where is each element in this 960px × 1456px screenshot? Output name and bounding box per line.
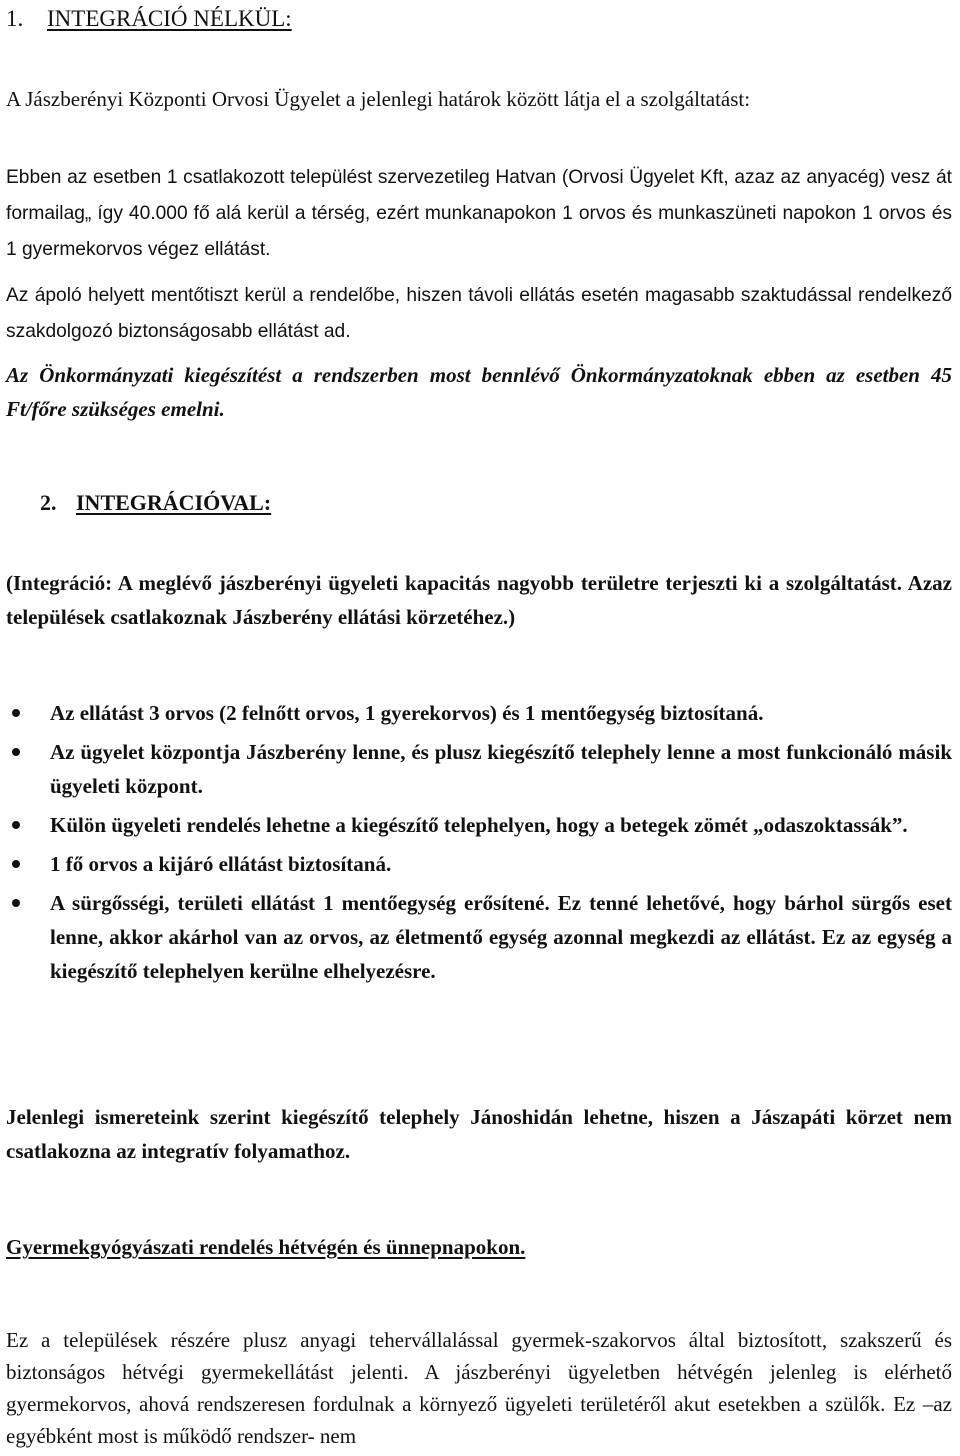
bullet-text: Az ügyelet központja Jászberény lenne, és plusz kiegészítő telephely lenne a most funkcionáló másik ügyeleti központ. (50, 740, 952, 798)
bullet-icon (12, 860, 20, 868)
section-1-paragraph-2: Az ápoló helyett mentőtiszt kerül a rendelőbe, hiszen távoli ellátás esetén magasabb szaktudással rendelkező szakdolgozó biztonságosabb ellátást ad. (6, 285, 952, 342)
section-1-title: INTEGRÁCIÓ NÉLKÜL: (47, 6, 292, 31)
bullet-text: 1 fő orvos a kijáró ellátást biztosítaná. (50, 852, 392, 876)
bullet-item (6, 696, 952, 730)
section-2-closing: Jelenlegi ismereteink szerint kiegészítő telephely Jánoshidán lehetne, hiszen a Jászapáti körzet nem csatlakozna az integratív folyamathoz. (6, 1105, 952, 1163)
section-3-title: Gyermekgyógyászati rendelés hétvégén és ünnepnapokon. (6, 1235, 526, 1259)
bullet-item (6, 735, 952, 803)
section-1-paragraph-1: Ebben az esetben 1 csatlakozott települést szervezetileg Hatvan (Orvosi Ügyelet Kft, azaz az anyacég) vesz át formailag„ így 40.000 fő alá kerül a térség, ezért munkanapokon 1 orvos és munkaszüneti napokon 1 orvos és 1 gyermekorvos végez ellátást. (6, 167, 952, 260)
section-2-number: 2. (40, 490, 57, 515)
section-1-paragraph-3: Az Önkormányzati kiegészítést a rendszerben most bennlévő Önkormányzatoknak ebben az esetben 45 Ft/főre szükséges emelni. (6, 363, 952, 421)
section-2-heading (40, 488, 271, 518)
bullet-text: A sürgősségi, területi ellátást 1 mentőegység erősítené. Ez tenné lehetővé, hogy bárhol sürgős eset lenne, akkor akárhol van az orvos, az életmentő egység azonnal megkezdi az ellátást. Ez az egység a kiegészítő telephelyen kerülne elhelyezésre. (50, 891, 952, 983)
bullet-item (6, 886, 952, 988)
section-2-title: INTEGRÁCIÓVAL: (76, 490, 272, 515)
integration-bullet-list (6, 696, 952, 993)
bullet-icon (12, 821, 20, 829)
bullet-item (6, 808, 952, 842)
bullet-icon (12, 709, 20, 717)
section-3-paragraph: Ez a települések részére plusz anyagi tehervállalással gyermek-szakorvos által biztosított, szakszerű és biztonságos hétvégi gyermekellátást jelenti. A jászberényi ügyeletben hétvégén jelenleg is elérhető gyermekorvos, ahová rendszeresen fordulnak a környező ügyeleti területéről akut esetekben a szülők. Ez –az egyébként most is működő rendszer- nem (6, 1328, 952, 1448)
section-1-number: 1. (6, 6, 24, 31)
bullet-icon (12, 748, 20, 756)
section-3-heading (6, 1232, 525, 1262)
bullet-text: Külön ügyeleti rendelés lehetne a kiegészítő telephelyen, hogy a betegek zömét „odaszoktassák”. (50, 813, 908, 837)
section-1-heading (6, 4, 292, 34)
bullet-text: Az ellátást 3 orvos (2 felnőtt orvos, 1 gyerekorvos) és 1 mentőegység biztosítaná. (50, 701, 764, 725)
section-2-intro: (Integráció: A meglévő jászberényi ügyeleti kapacitás nagyobb területre terjeszti ki a szolgáltatást. Azaz települések csatlakoznak Jászberény ellátási körzetéhez.) (6, 571, 952, 629)
bullet-item (6, 847, 952, 881)
bullet-icon (12, 899, 20, 907)
section-1-intro: A Jászberényi Központi Orvosi Ügyelet a jelenlegi határok között látja el a szolgáltatást: (6, 87, 751, 111)
